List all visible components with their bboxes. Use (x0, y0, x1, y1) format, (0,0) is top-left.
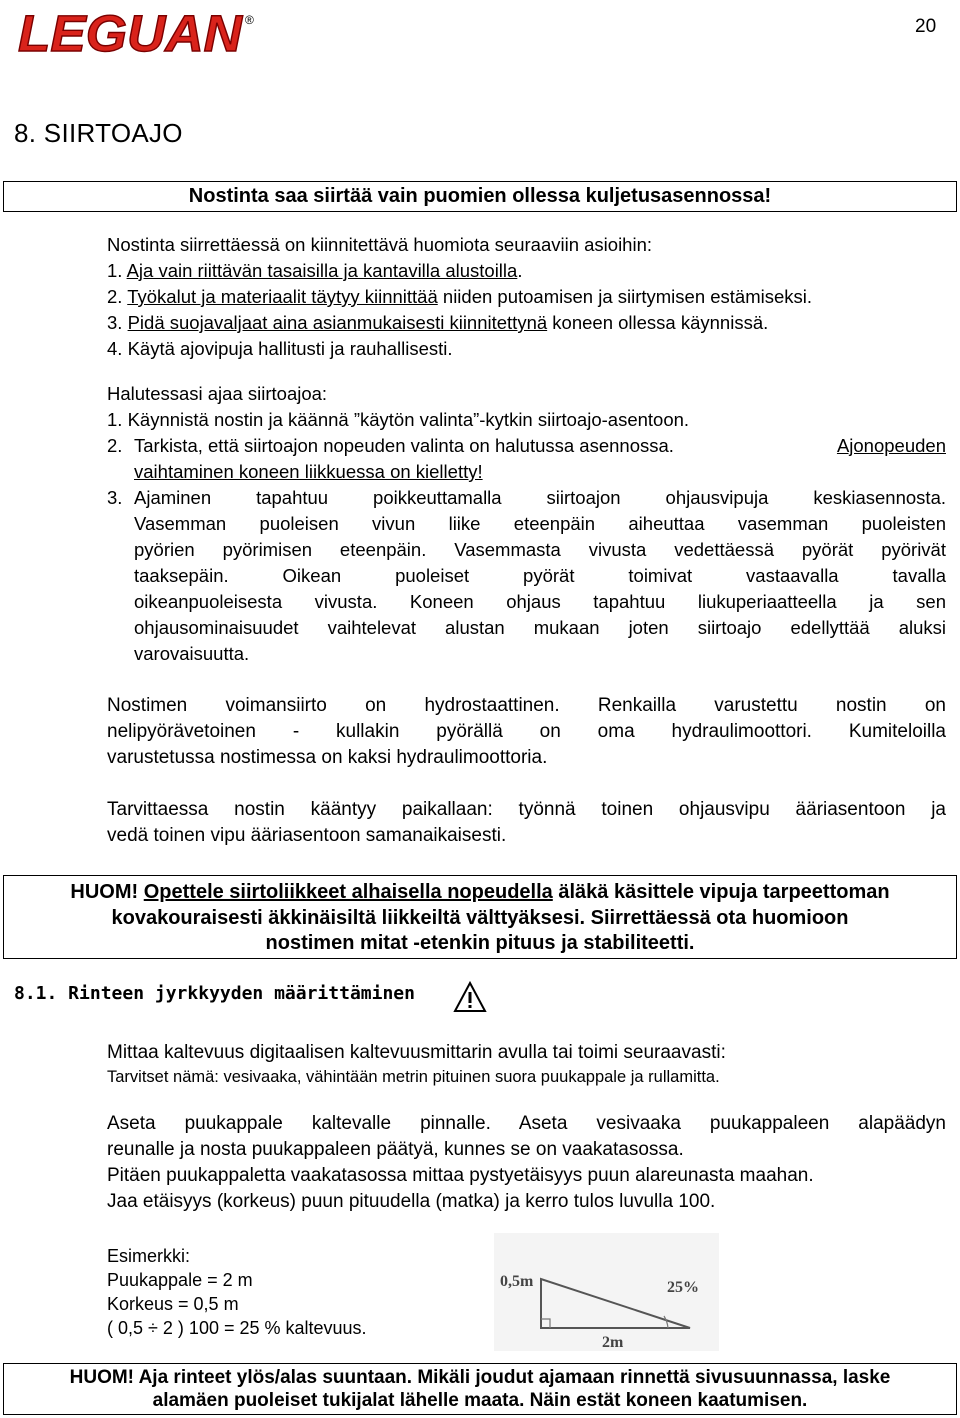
section-title: 8. SIIRTOAJO (14, 118, 183, 148)
length-label: 2m (602, 1334, 624, 1351)
paragraph-line: vedä toinen vipu ääriasentoon samanaikaisesti. (107, 825, 507, 846)
intro-block (107, 232, 812, 362)
paragraph-line: Pitäen puukappaletta vaakatasossa mittaa pystyetäisyys puun alareunasta maahan. (107, 1165, 814, 1186)
paragraph-line: varustetussa nostimessa on kaksi hydraulimoottoria. (107, 747, 548, 768)
drive-lead: Halutessasi ajaa siirtoajoa: (107, 383, 328, 404)
height-label: 0,5m (500, 1273, 534, 1290)
intro-item-2 (107, 284, 812, 310)
power-paragraph (107, 693, 946, 771)
intro-item-4: 4. Käytä ajovipuja hallitusti ja rauhallisesti. (107, 338, 453, 359)
step-text: Tarkista, että siirtoajon nopeuden valinta on halutussa asennossa. (134, 435, 674, 456)
drive-step-3-number: 3. (107, 487, 123, 508)
example-title: Esimerkki: (107, 1246, 191, 1266)
turn-paragraph (107, 797, 946, 849)
slope-paragraph (107, 1111, 946, 1215)
drive-step-1: 1. Käynnistä nostin ja käännä ”käytön valinta”-kytkin siirtoajo-asentoon. (107, 409, 690, 430)
slope-figure (494, 1233, 719, 1351)
final-warning-line-2: alamäen puoleiset tukijalat lähelle maata. Näin estät koneen kaatumisen. (152, 1390, 808, 1411)
warning-text: äläkä käsittele vipuja tarpeettoman (552, 881, 890, 903)
intro-item-3 (107, 310, 812, 336)
step-line: oikeanpuoleisesta vivusta. Koneen ohjaus tapahtuu liukuperiaatteella ja sen (134, 591, 946, 612)
drive-step-2-line-1 (134, 433, 946, 459)
divide-symbol: ÷ (148, 1318, 158, 1338)
step-line: varovaisuutta. (134, 643, 250, 664)
leguan-logo (18, 8, 258, 56)
step-line: taaksepäin. Oikean puoleiset pyörät toimivat vastaavalla tavalla (134, 565, 946, 586)
registered-mark: ® (245, 13, 254, 27)
paragraph-line: nelipyörävetoinen - kullakin pyörällä on oma hydraulimoottori. Kumiteloilla (107, 721, 946, 742)
warning-line-1 (4, 880, 956, 906)
paragraph-line: Nostimen voimansiirto on hydrostaattinen. Renkailla varustettu nostin on (107, 695, 946, 716)
step-line: ohjausominaisuudet vaihtelevat alustan mukaan joten siirtoajo edellyttää aluksi (134, 617, 946, 638)
item-text: niiden putoamisen ja siirtymisen estämiseksi. (437, 286, 813, 307)
item-number: 2. (107, 286, 128, 307)
warning-box (3, 875, 957, 959)
warning-line-2: kovakouraisesti äkkinäisiltä liikkeiltä välttyäksesi. Siirrettäessä ota huomioon (111, 906, 849, 929)
warning-underlined: Opettele siirtoliikkeet alhaisella nopeudella (143, 881, 553, 903)
example-length: Puukappale = 2 m (107, 1270, 253, 1290)
intro-lead: Nostinta siirrettäessä on kiinnitettävä huomiota seuraaviin asioihin: (107, 234, 653, 255)
drive-step-2-number: 2. (107, 435, 123, 456)
calc-part: ( 0,5 (107, 1318, 149, 1338)
example-height: Korkeus = 0,5 m (107, 1294, 239, 1314)
angle-arc (664, 1316, 668, 1328)
final-warning-box (3, 1363, 957, 1415)
paragraph-line: Tarvittaessa nostin kääntyy paikallaan: työnnä toinen ohjausvipu ääriasentoon ja (107, 799, 946, 820)
subsection-title: 8.1. Rinteen jyrkkyyden määrittäminen (14, 983, 415, 1004)
slope-lead: Mittaa kaltevuus digitaalisen kaltevuusmittarin avulla tai toimi seuraavasti: (107, 1042, 726, 1063)
warning-triangle-icon (453, 981, 487, 1013)
item-text-underlined: Pidä suojavaljaat aina asianmukaisesti kiinnitettynä (127, 312, 548, 333)
example-block (107, 1244, 367, 1340)
paragraph-line: Aseta puukappale kaltevalle pinnalle. Aseta vesivaaka puukappaleen alapäädyn (107, 1113, 946, 1134)
paragraph-line: reunalle ja nosta puukappaleen päätyä, kunnes se on vaakatasossa. (107, 1139, 684, 1160)
warning-line-3: nostimen mitat -etenkin pituus ja stabiliteetti. (265, 932, 695, 954)
slope-needs: Tarvitset nämä: vesivaaka, vähintään metrin pituinen suora puukappale ja rullamitta. (107, 1068, 720, 1086)
page-number: 20 (915, 16, 937, 37)
step-line: pyörien pyörimisen eteenpäin. Vasemmasta vivusta vedettäessä pyörät pyörivät (134, 539, 946, 560)
item-text: koneen ollessa käynnissä. (547, 312, 769, 333)
item-number: 3. (107, 312, 128, 333)
drive-step-2-line-2: vaihtaminen koneen liikkuessa on kielletty! (134, 461, 483, 482)
item-text-underlined: Työkalut ja materiaalit täytyy kiinnittää (127, 286, 438, 307)
item-end: . (517, 260, 523, 281)
logo-wordmark: LEGUAN (18, 8, 244, 56)
intro-item-1 (107, 258, 812, 284)
slope-percent-label: 25% (667, 1279, 699, 1296)
drive-step-3 (134, 485, 946, 667)
step-text-underlined: Ajonopeuden (836, 435, 946, 456)
step-line: Vasemman puoleisen vivun liike eteenpäin aiheuttaa vasemman puoleisten (134, 513, 946, 534)
paragraph-line: Jaa etäisyys (korkeus) puun pituudella (matka) ja kerro tulos luvulla 100. (107, 1191, 716, 1212)
example-calculation (107, 1316, 367, 1340)
notice-text: Nostinta saa siirtää vain puomien ollessa kuljetusasennossa! (188, 185, 772, 207)
right-angle-marker (541, 1319, 550, 1328)
warning-prefix: HUOM! (70, 881, 144, 903)
final-warning-line-1: HUOM! Aja rinteet ylös/alas suuntaan. Mikäli joudut ajamaan rinnettä sivusuunnassa, laske (69, 1367, 891, 1388)
notice-box (3, 181, 957, 212)
calc-part: 2 ) 100 = 25 % kaltevuus. (157, 1318, 367, 1338)
step-line: Ajaminen tapahtuu poikkeuttamalla siirtoajon ohjausvipuja keskiasennosta. (134, 487, 946, 508)
item-number: 1. (107, 260, 127, 281)
item-text: Aja vain riittävän tasaisilla ja kantavilla alustoilla (126, 260, 518, 281)
